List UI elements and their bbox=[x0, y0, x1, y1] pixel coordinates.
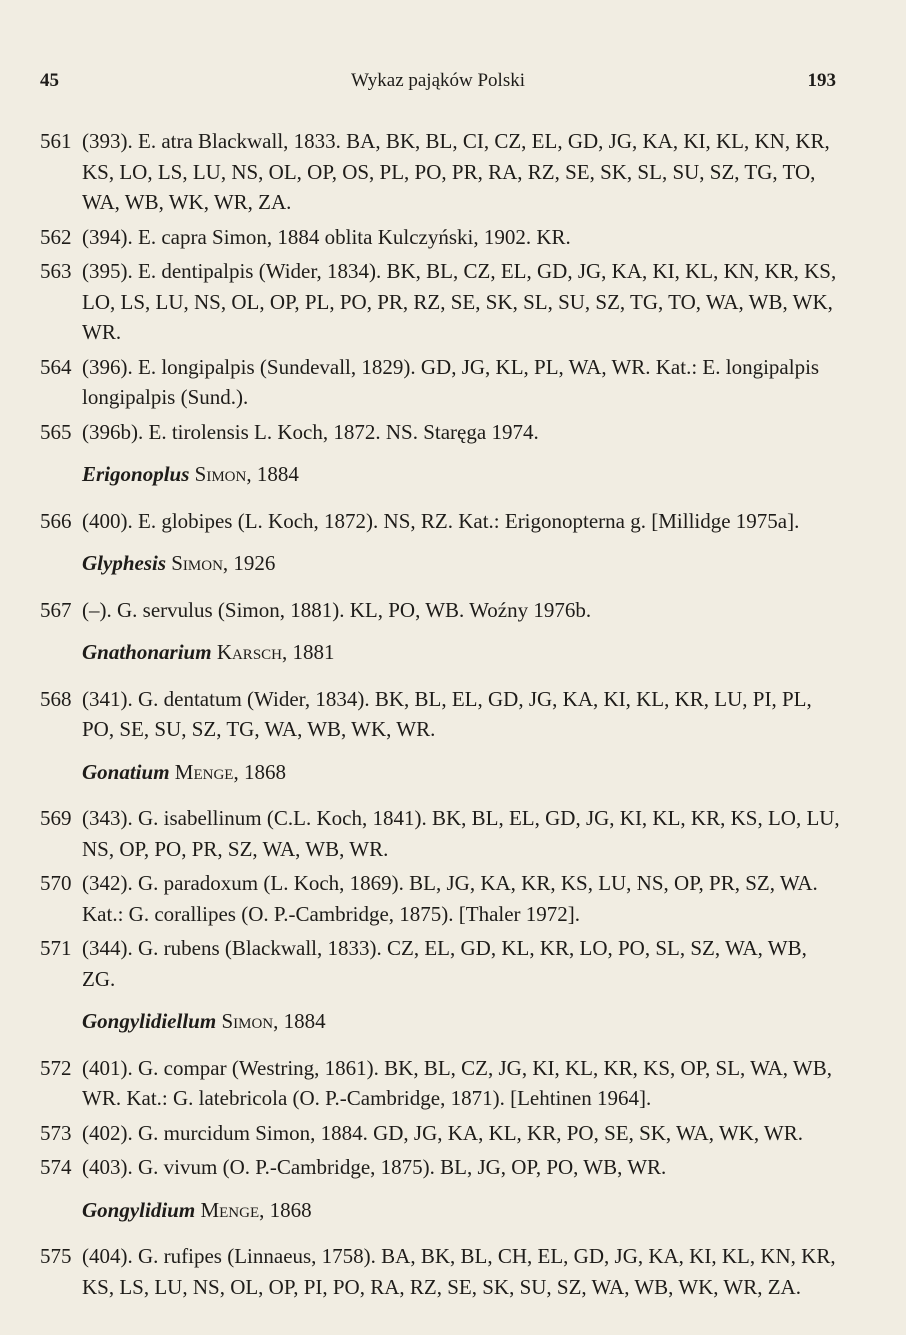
species-entry bbox=[40, 933, 840, 994]
entry-text: (403). G. vivum (O. P.-Cambridge, 1875). BL, JG, OP, PO, WB, WR. bbox=[82, 1155, 667, 1179]
species-entry bbox=[40, 1118, 840, 1149]
entry-number: 566 bbox=[40, 508, 72, 533]
genus-name: Erigonoplus bbox=[82, 462, 190, 486]
entry-text: (400). E. globipes (L. Koch, 1872). NS, RZ. Kat.: Erigonopterna g. [Millidge 1975a]. bbox=[82, 508, 800, 533]
genus-heading bbox=[40, 548, 840, 579]
entry-text: (404). G. rufipes (Linnaeus, 1758). BA, BK, BL, CH, EL, GD, JG, KA, KI, KL, KN, KR, KS, LS, LU, NS, OL, OP, PI, PO, RA, RZ, SE, SK, SU, SZ, WA, WB, WK, WR, ZA. bbox=[82, 1244, 836, 1299]
species-entry bbox=[40, 803, 840, 864]
entry-number: 572 bbox=[40, 1055, 72, 1080]
species-entry bbox=[40, 1152, 840, 1183]
entry-number: 569 bbox=[40, 806, 72, 830]
entry-number: 567 bbox=[40, 597, 72, 622]
genus-author: Simon, 1926 bbox=[171, 551, 276, 575]
species-entry bbox=[40, 126, 840, 218]
genus-heading bbox=[40, 459, 840, 490]
entry-number: 573 bbox=[40, 1120, 72, 1145]
species-entry bbox=[40, 506, 840, 537]
entry-text: (–). G. servulus (Simon, 1881). KL, PO, WB. Woźny 1976b. bbox=[82, 597, 592, 622]
species-entry bbox=[40, 1053, 840, 1114]
species-entry bbox=[40, 222, 840, 253]
entry-text: (344). G. rubens (Blackwall, 1833). CZ, EL, GD, KL, KR, LO, PO, SL, SZ, WA, WB, ZG. bbox=[82, 936, 807, 991]
genus-name: Gongylidium bbox=[82, 1197, 196, 1222]
genus-author: Menge, 1868 bbox=[200, 1197, 312, 1222]
genus-name: Glyphesis bbox=[82, 551, 166, 575]
entry-number: 574 bbox=[40, 1155, 72, 1179]
entry-number: 571 bbox=[40, 936, 72, 960]
page-header bbox=[40, 70, 836, 98]
entry-text: (394). E. capra Simon, 1884 oblita Kulczyński, 1902. KR. bbox=[82, 224, 571, 249]
running-title: Wykaz pająków Polski bbox=[350, 70, 526, 91]
entry-number: 568 bbox=[40, 686, 72, 711]
genus-heading bbox=[40, 1195, 840, 1226]
entry-text: (342). G. paradoxum (L. Koch, 1869). BL, JG, KA, KR, KS, LU, NS, OP, PR, SZ, WA. Kat.: G. corallipes (O. P.-Cambridge, 1875). [Thaler 1972]. bbox=[82, 871, 818, 926]
entry-text: (396b). E. tirolensis L. Koch, 1872. NS. Staręga 1974. bbox=[82, 419, 539, 444]
entry-text: (401). G. compar (Westring, 1861). BK, BL, CZ, JG, KI, KL, KR, KS, OP, SL, WA, WB, WR. Kat.: G. latebricola (O. P.-Cambridge, 1871). [Lehtinen 1964]. bbox=[82, 1055, 833, 1110]
genus-heading bbox=[40, 1006, 840, 1037]
entry-number: 565 bbox=[40, 419, 72, 444]
species-entry bbox=[40, 684, 840, 745]
species-entry bbox=[40, 595, 840, 626]
genus-author: Simon, 1884 bbox=[221, 1009, 326, 1033]
genus-heading bbox=[40, 637, 840, 668]
entry-text: (396). E. longipalpis (Sundevall, 1829). GD, JG, KL, PL, WA, WR. Kat.: E. longipalpis longipalpis (Sund.). bbox=[82, 354, 820, 409]
page-number: 193 bbox=[807, 70, 836, 91]
genus-heading bbox=[40, 757, 840, 788]
entry-number: 564 bbox=[40, 354, 72, 379]
species-entry bbox=[40, 868, 840, 929]
entry-text: (343). G. isabellinum (C.L. Koch, 1841). BK, BL, EL, GD, JG, KI, KL, KR, KS, LO, LU, NS, OP, PO, PR, SZ, WA, WB, WR. bbox=[82, 806, 840, 861]
entry-number: 575 bbox=[40, 1244, 72, 1268]
genus-name: Gongylidiellum bbox=[82, 1009, 217, 1033]
genus-author: Simon, 1884 bbox=[194, 462, 299, 486]
section-number: 45 bbox=[40, 70, 59, 91]
species-entry bbox=[40, 256, 840, 348]
entry-number: 562 bbox=[40, 224, 72, 249]
entry-text: (341). G. dentatum (Wider, 1834). BK, BL, EL, GD, JG, KA, KI, KL, KR, LU, PI, PL, PO, SE, SU, SZ, TG, WA, WB, WK, WR. bbox=[82, 686, 812, 741]
entry-number: 561 bbox=[40, 129, 72, 153]
entry-text: (402). G. murcidum Simon, 1884. GD, JG, KA, KL, KR, PO, SE, SK, WA, WK, WR. bbox=[82, 1120, 804, 1145]
entry-number: 563 bbox=[40, 259, 72, 283]
species-entry bbox=[40, 352, 840, 413]
genus-name: Gonatium bbox=[82, 759, 170, 784]
species-list bbox=[40, 126, 840, 1306]
species-entry bbox=[40, 1241, 840, 1302]
entry-text: (393). E. atra Blackwall, 1833. BA, BK, BL, CI, CZ, EL, GD, JG, KA, KI, KL, KN, KR, KS, LO, LS, LU, NS, OL, OP, OS, PL, PO, PR, RA, RZ, SE, SK, SL, SU, SZ, TG, TO, WA, WB, WK, WR, ZA. bbox=[82, 129, 830, 214]
genus-author: Menge, 1868 bbox=[174, 759, 286, 784]
entry-text: (395). E. dentipalpis (Wider, 1834). BK, BL, CZ, EL, GD, JG, KA, KI, KL, KN, KR, KS, LO, LS, LU, NS, OL, OP, PL, PO, PR, RZ, SE, SK, SL, SU, SZ, TG, TO, WA, WB, WK, WR. bbox=[82, 259, 837, 344]
genus-name: Gnathonarium bbox=[82, 640, 212, 664]
species-entry bbox=[40, 417, 840, 448]
entry-number: 570 bbox=[40, 871, 72, 895]
genus-author: Karsch, 1881 bbox=[216, 640, 335, 664]
